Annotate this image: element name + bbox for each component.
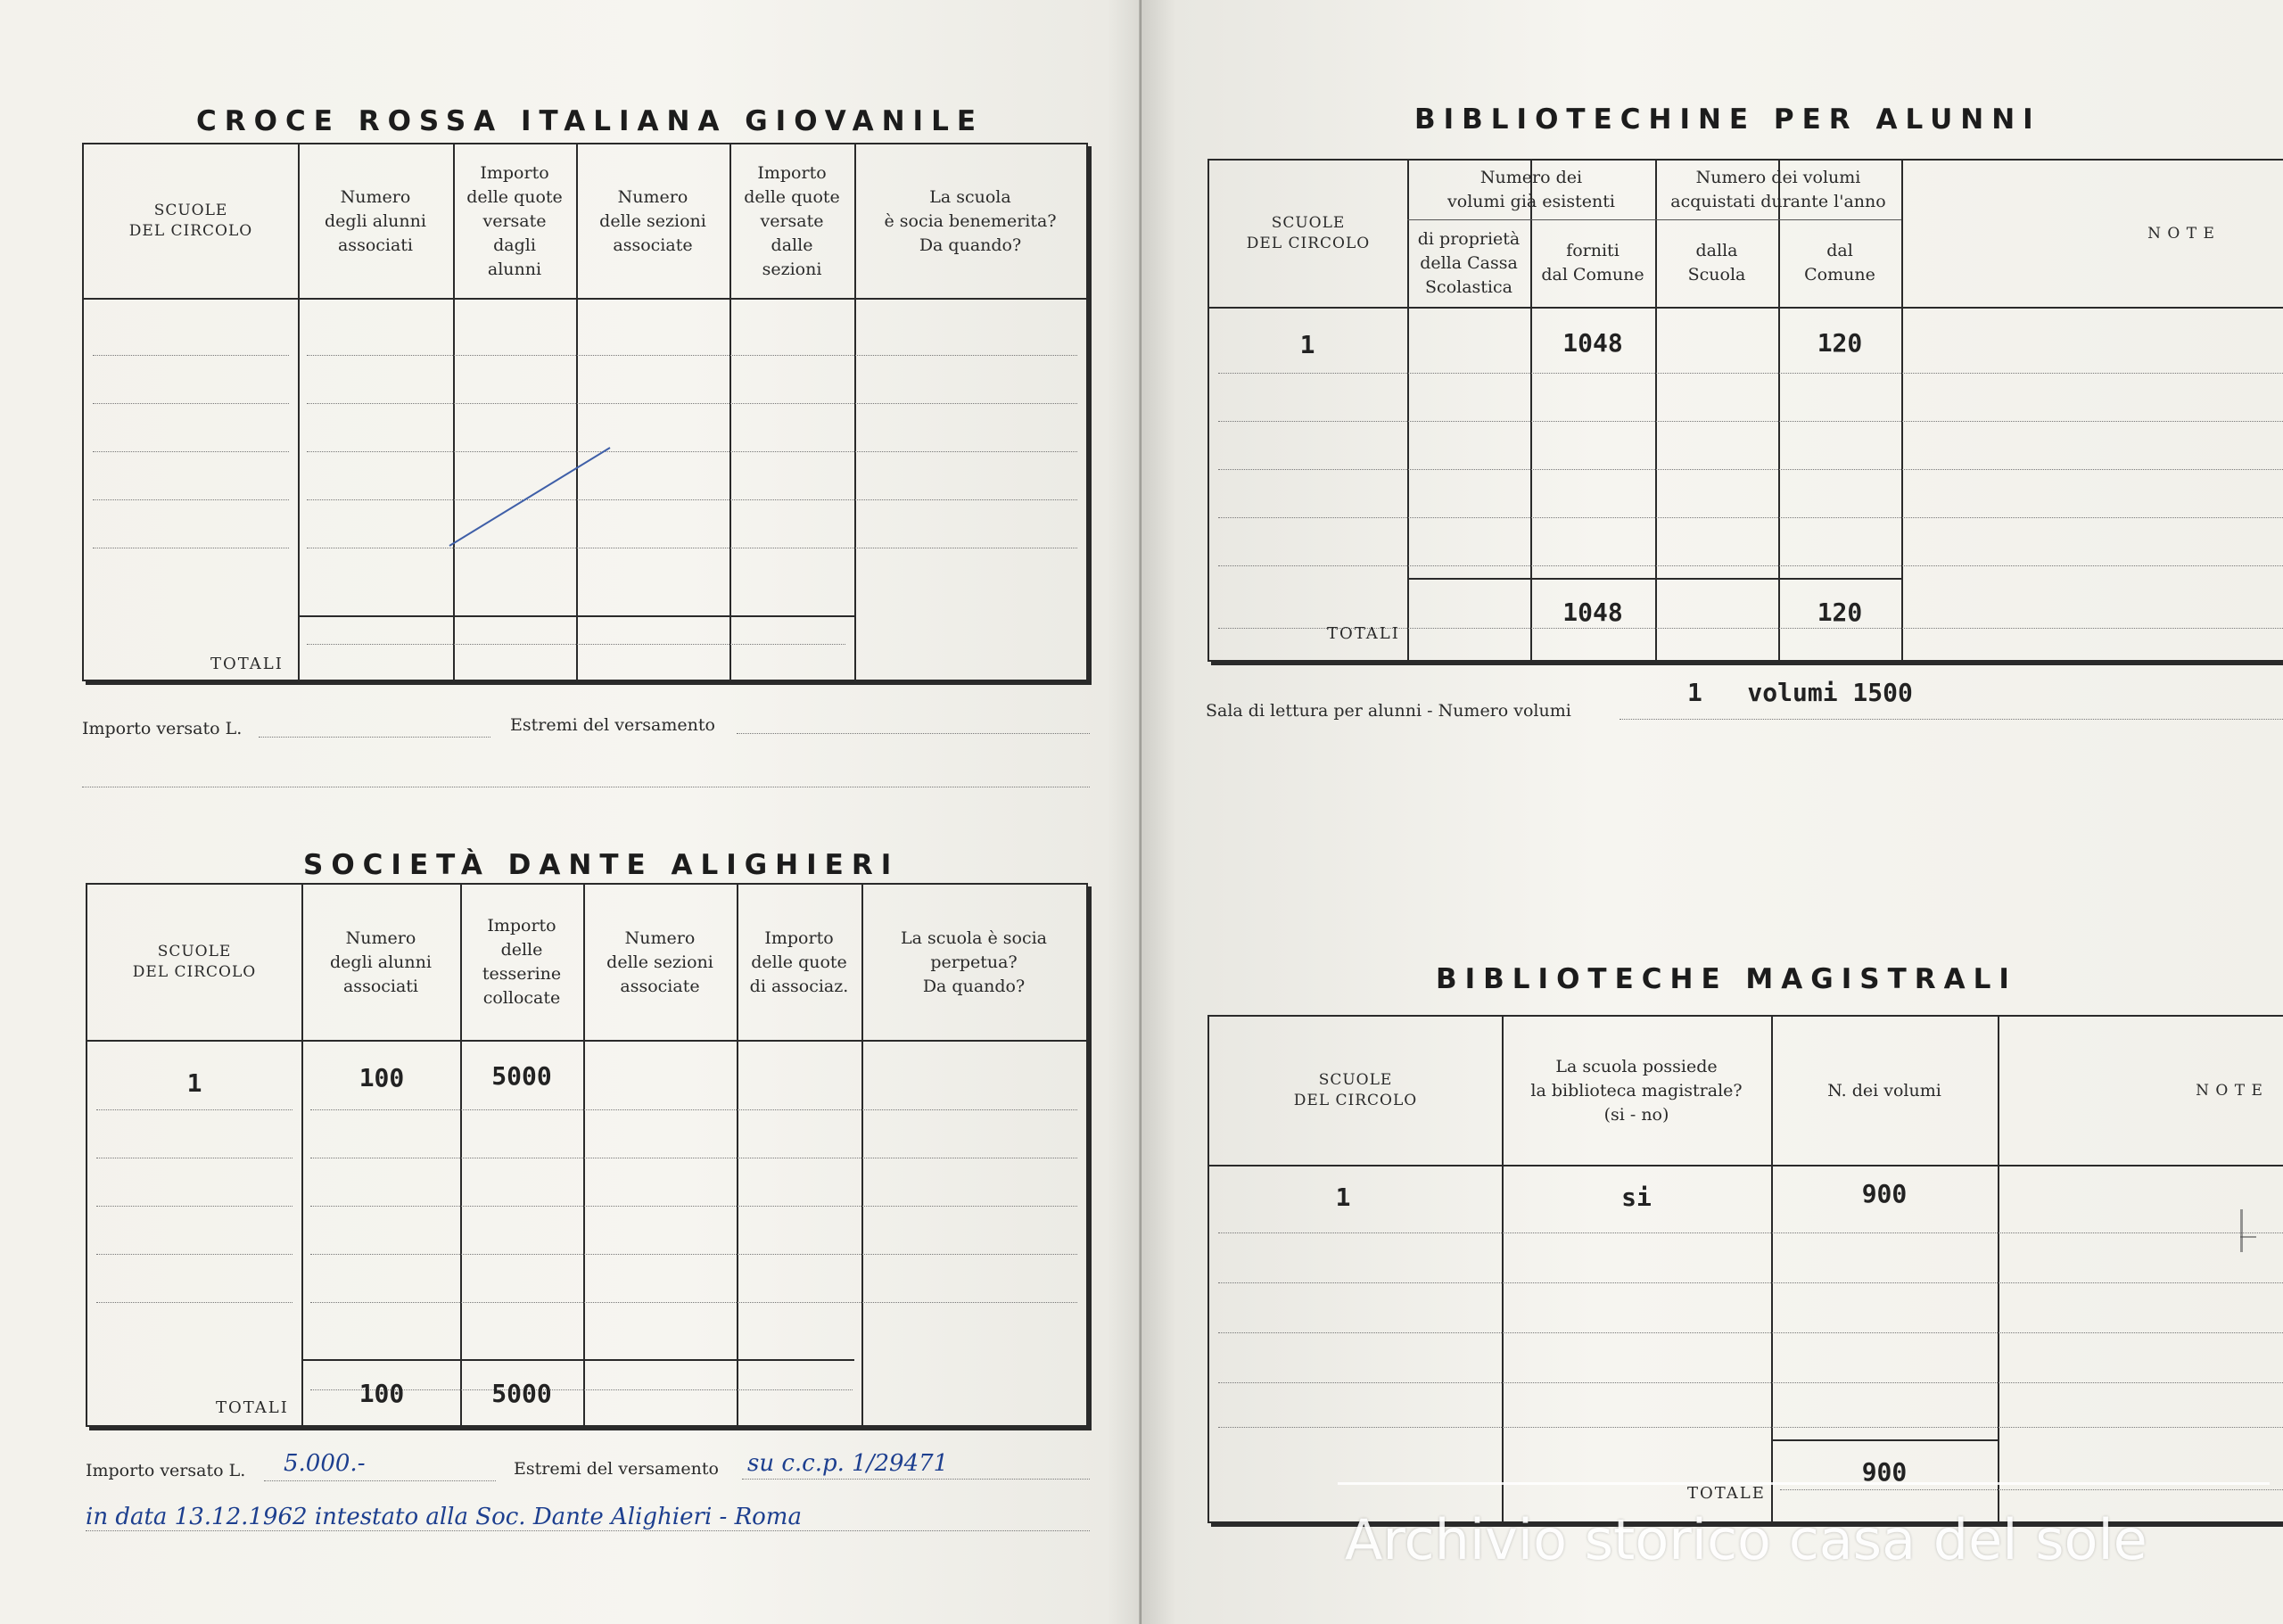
header-numero-alunni: Numero degli alunni associati [330, 927, 432, 996]
header-importo-alunni: Importo delle quote versate dagli alunni [466, 162, 563, 279]
header-scuole: SCUOLE DEL CIRCOLO [132, 943, 257, 981]
dante-title: SOCIETÀ DANTE ALIGHIERI [303, 849, 900, 881]
bibliotechine-table [1207, 159, 2283, 662]
header-numero-sezioni: Numero delle sezioni associate [599, 186, 706, 255]
biblioteche-totale: TOTALE [1687, 1484, 1766, 1503]
header-volumi-esistenti: Numero dei volumi già esistenti [1447, 168, 1615, 211]
dante-total-tesserine: 5000 [491, 1379, 552, 1408]
dante-tesserine-value: 5000 [491, 1061, 552, 1091]
croce-rossa-importo-label: Importo versato L. [82, 719, 243, 738]
croce-rossa-totali: TOTALI [210, 655, 284, 673]
bibliotechine-totali: TOTALI [1327, 624, 1400, 643]
header-numero-alunni: Numero degli alunni associati [325, 186, 426, 255]
biblioteche-possiede-value: si [1621, 1183, 1652, 1212]
croce-rossa-table [82, 143, 1088, 681]
header-socia-perpetua: La scuola è socia perpetua? Da quando? [900, 927, 1047, 996]
header-numero-sezioni: Numero delle sezioni associate [606, 927, 713, 996]
header-cassa-scolastica: di proprietà della Cassa Scolastica [1417, 228, 1521, 297]
pencil-stroke [441, 439, 619, 555]
archive-watermark: Archivio storico casa del sole [1345, 1507, 2147, 1572]
bibliotechine-total-comune: 1048 [1562, 598, 1623, 627]
header-importo-tesserine: Importo delle tesserine collocate [482, 916, 562, 1008]
dante-alunni-value: 100 [359, 1063, 405, 1092]
header-scuole: SCUOLE DEL CIRCOLO [1246, 214, 1371, 252]
dante-table [86, 883, 1088, 1427]
header-note: N O T E [2196, 1081, 2263, 1100]
dante-handwritten-note: in data 13.12.1962 intestato alla Soc. Dante Alighieri - Roma [86, 1504, 802, 1530]
header-socia-benemerita: La scuola è socia benemerita? Da quando? [884, 186, 1057, 255]
biblioteche-total-volumi: 900 [1861, 1457, 1908, 1487]
header-forniti-comune: forniti dal Comune [1541, 241, 1644, 284]
dante-importo-value: 5.000.- [284, 1450, 366, 1477]
header-importo-sezioni: Importo delle quote versate dalle sezioni [744, 162, 840, 279]
bibliotechine-dal-comune-value: 120 [1817, 328, 1863, 358]
dante-estremi-label: Estremi del versamento [514, 1459, 719, 1479]
right-page [1142, 0, 2283, 1624]
croce-rossa-estremi-label: Estremi del versamento [510, 715, 715, 735]
header-scuole: SCUOLE DEL CIRCOLO [1293, 1071, 1418, 1109]
header-scuole: SCUOLE DEL CIRCOLO [128, 202, 253, 240]
header-possiede-biblioteca: La scuola possiede la biblioteca magistrale? (si - no) [1530, 1056, 1743, 1125]
dante-estremi-value: su c.c.p. 1/29471 [747, 1450, 949, 1477]
dante-importo-label: Importo versato L. [86, 1461, 246, 1480]
dante-total-alunni: 100 [359, 1379, 405, 1408]
biblioteche-scuole-value: 1 [1335, 1183, 1351, 1212]
sala-lettura-value: 1 volumi 1500 [1687, 678, 1913, 707]
header-importo-associaz: Importo delle quote di associaz. [749, 927, 849, 996]
watermark-line [1338, 1482, 2270, 1485]
biblioteche-title: BIBLIOTECHE MAGISTRALI [1436, 963, 2017, 995]
header-dal-comune: dal Comune [1804, 241, 1875, 284]
bibliotechine-total-dal-comune: 120 [1817, 598, 1863, 627]
dante-scuole-value: 1 [186, 1068, 202, 1098]
header-note: N O T E [2147, 224, 2215, 243]
bibliotechine-comune-value: 1048 [1562, 328, 1623, 358]
bibliotechine-scuole-value: 1 [1299, 330, 1315, 359]
header-volumi-acquistati: Numero dei volumi acquistati durante l'anno [1670, 168, 1886, 211]
biblioteche-table [1207, 1015, 2283, 1523]
sala-lettura-label: Sala di lettura per alunni - Numero volumi [1206, 701, 1571, 721]
header-numero-volumi: N. dei volumi [1827, 1080, 1941, 1101]
header-dalla-scuola: dalla Scuola [1687, 241, 1746, 284]
dante-totali: TOTALI [216, 1398, 289, 1417]
biblioteche-volumi-value: 900 [1861, 1179, 1908, 1208]
croce-rossa-title: CROCE ROSSA ITALIANA GIOVANILE [196, 105, 985, 137]
bibliotechine-title: BIBLIOTECHINE PER ALUNNI [1414, 103, 2041, 136]
